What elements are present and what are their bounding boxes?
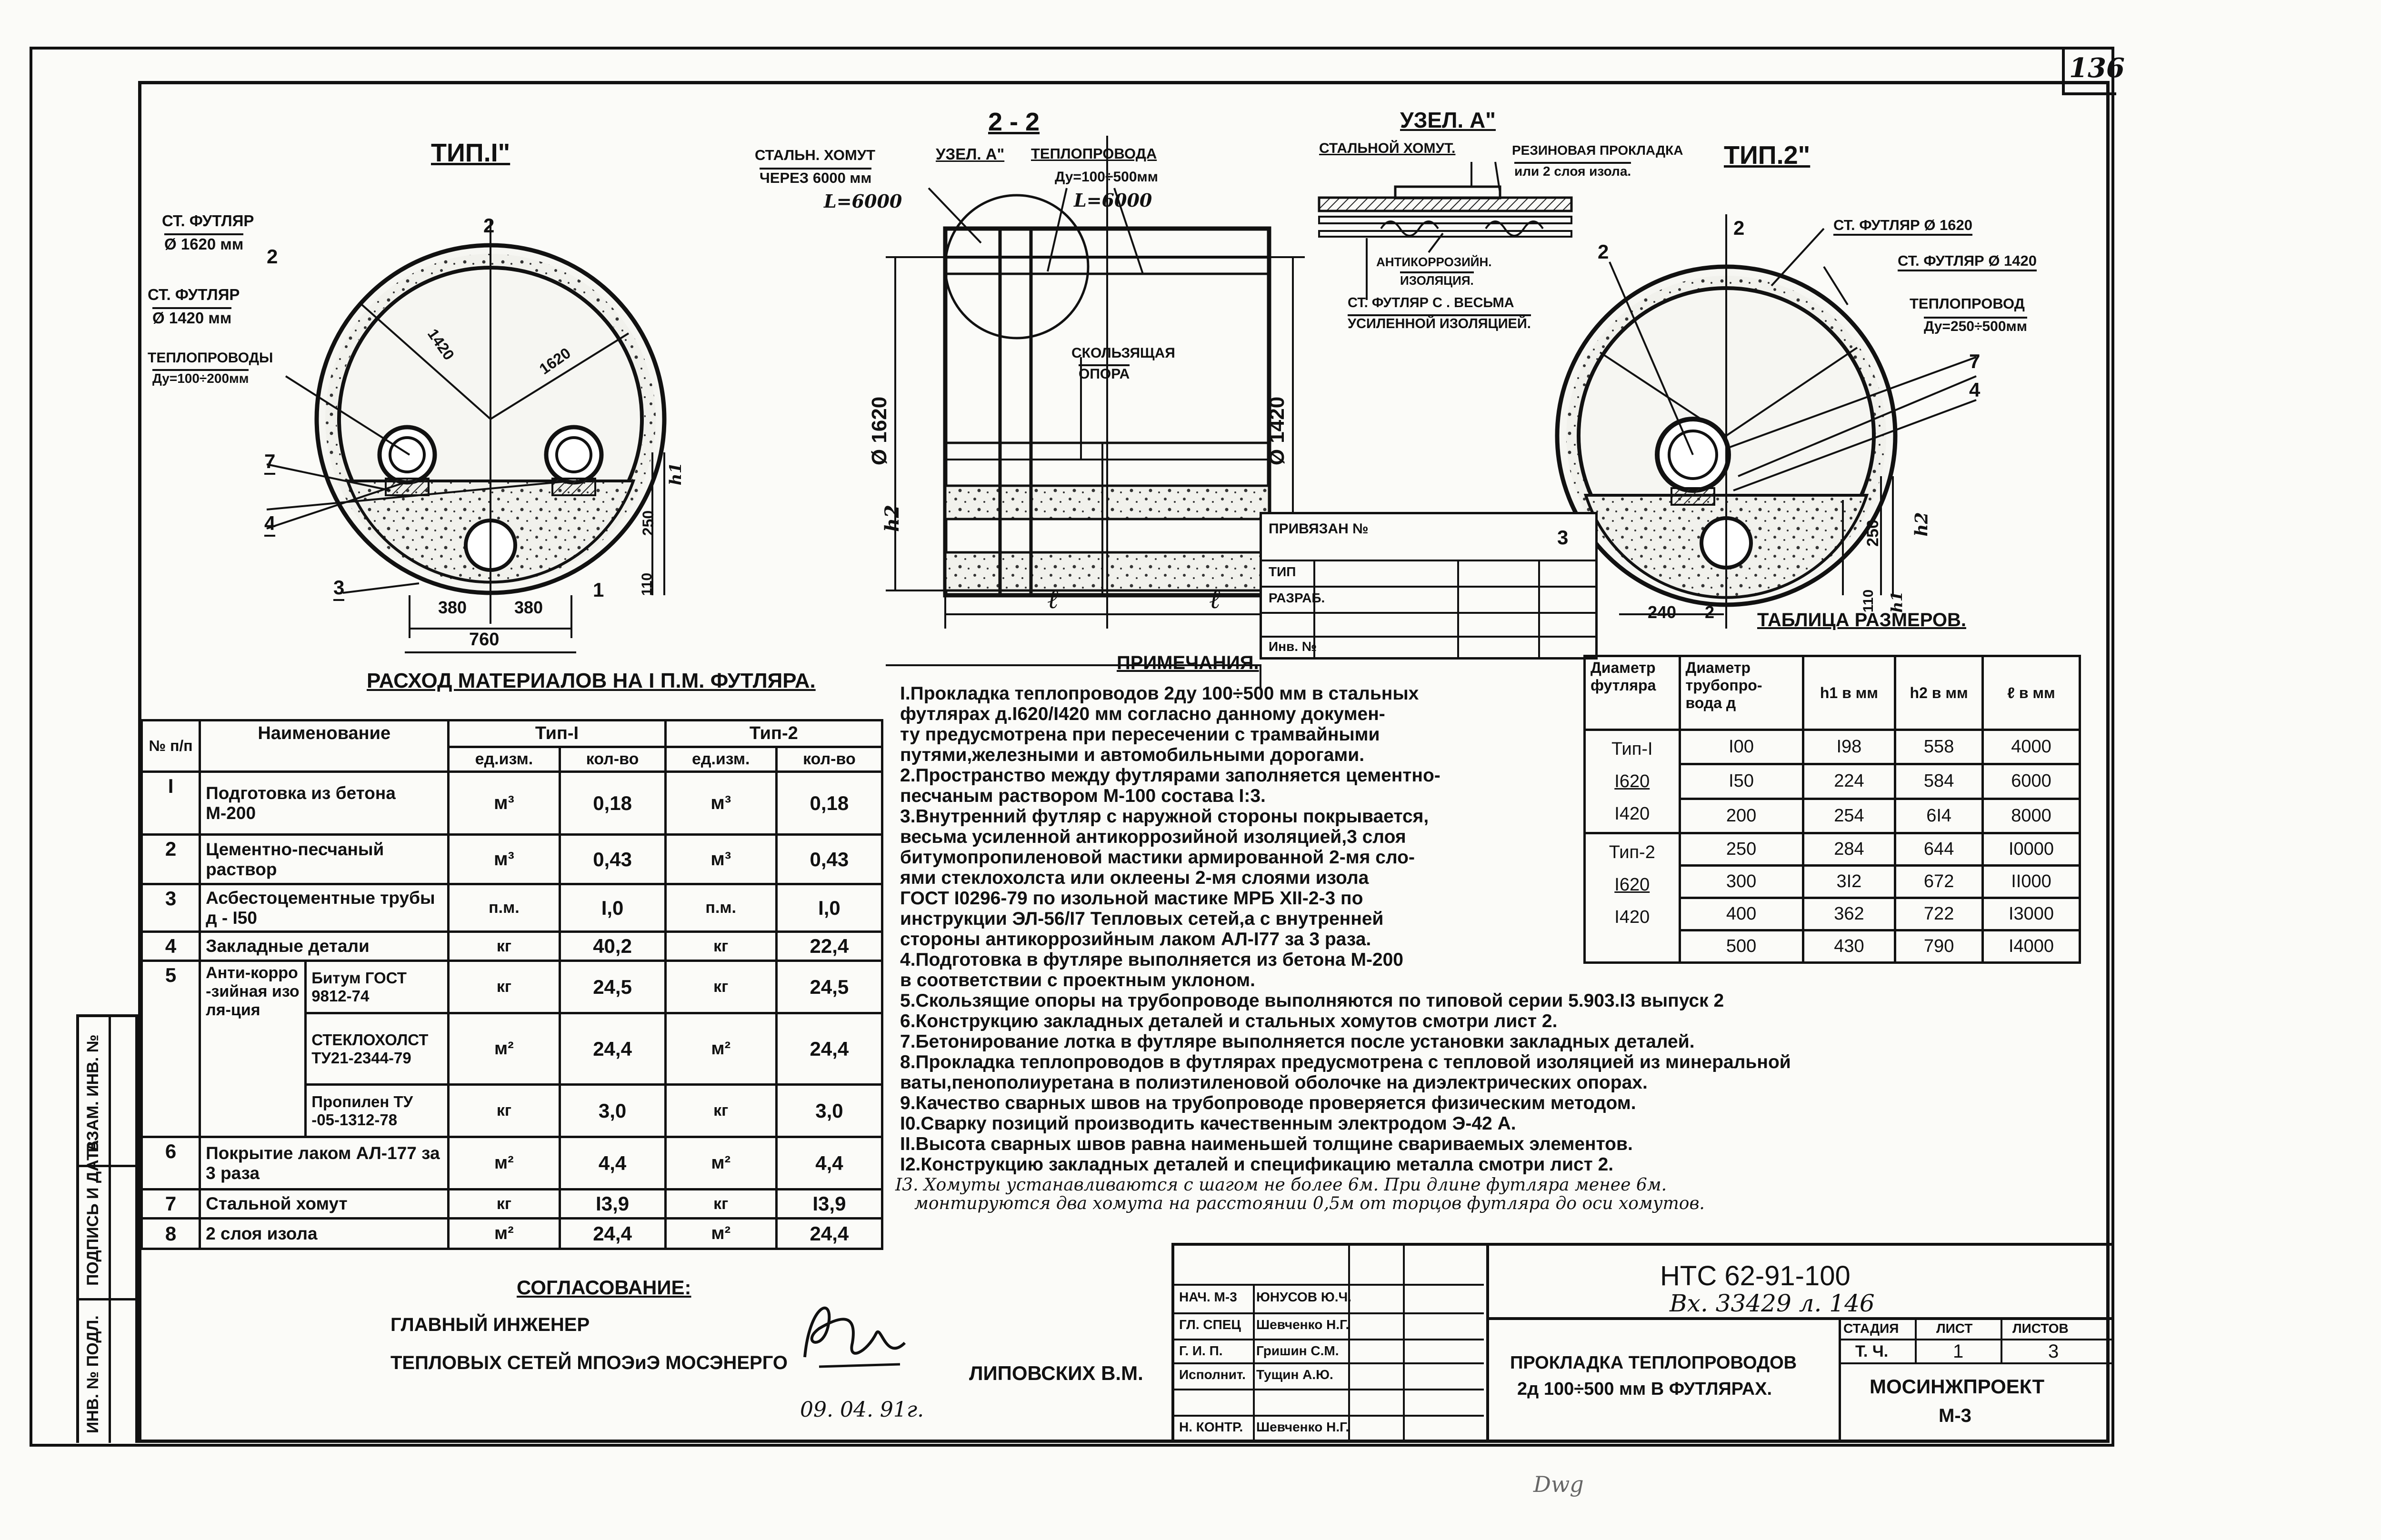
type2-dim-2: 2 [1705,602,1715,622]
tb-role-5: Н. КОНТР. [1179,1420,1243,1434]
tb-role-1: ГЛ. СПЕЦ [1179,1317,1241,1332]
table-row: Тип-2 I620 I420 250 284 644 I0000 [1585,833,2080,866]
materials-title: РАСХОД МАТЕРИАЛОВ НА I П.М. ФУТЛЯРА. [367,669,816,692]
section-label-clamp: СТАЛЬН. ХОМУТ [755,147,876,163]
type2-mark-2-top: 2 [1733,217,1745,239]
node-label-insulation: ИЗОЛЯЦИЯ. [1400,271,1474,288]
table-row: 300 3I2 672 II000 [1585,866,2080,898]
section-dim-1420: Ø 1420 [1265,396,1289,466]
table-row: 400 362 722 I3000 [1585,898,2080,930]
section-label-support2: ОПОРА [1079,364,1130,382]
mt-h-num: № п/п [142,720,200,772]
type1-dim-1420: 1420 [424,325,458,363]
side-strip-sign: ПОДПИСЬ И ДАТА [84,1140,102,1286]
materials-table [140,719,883,1250]
type1-dim-380-left: 380 [438,598,467,617]
table-row: 3 Асбестоцементные трубы д - I50 п.м. I,0 п.м. I,0 [142,884,882,932]
note-line: I.Прокладка теплопроводов 2ду 100÷500 мм в стальных [900,683,1419,704]
tb-org-code: М-3 [1939,1405,1971,1426]
tb-role-2: Г. И. П. [1179,1343,1223,1358]
tb-sheet-h: ЛИСТ [1936,1321,1973,1336]
section-dim-h2: h2 [880,505,903,532]
tb-stage-h: СТАДИЯ [1843,1321,1899,1336]
node-label-gasket: РЕЗИНОВАЯ ПРОКЛАДКА [1512,143,1683,158]
tb-code: НТС 62-91-100 [1660,1260,1851,1291]
tb-name-1: Шевченко Н.Г. [1256,1317,1350,1332]
section-label-node: УЗЕЛ. А" [936,145,1005,163]
type1-label-5: Ду=100÷200мм [152,369,249,386]
binding-stamp-mark: 3 [1557,526,1569,549]
node-title: УЗЕЛ. А" [1400,108,1496,132]
binding-stamp-linked: ПРИВЯЗАН № [1269,521,1369,537]
table-row: I Подготовка из бетона М-200 м³ 0,18 м³ 0,18 [142,772,882,835]
mt-h-unit2: ед.изм. [665,747,776,772]
approval-title: СОГЛАСОВАНИЕ: [517,1276,691,1299]
type1-label-4: ТЕПЛОПРОВОДЫ [148,350,273,366]
note-line: 6.Конструкцию закладных деталей и стальных хомутов смотри лист 2. [900,1011,1558,1031]
type1-dim-1620: 1620 [536,344,574,378]
table-row: Тип-I I620 I420 I00 I98 558 4000 [1585,730,2080,764]
tb-name-0: ЮНУСОВ Ю.Ч. [1256,1290,1351,1304]
table-row: 500 430 790 I4000 [1585,930,2080,963]
approval-name: ЛИПОВСКИХ В.М. [969,1362,1143,1384]
note-line: II.Высота сварных швов равна наименьшей толщине свариваемых элементов. [900,1134,1633,1154]
table-row: 5 Анти-корро-зийная изоля-ция Битум ГОСТ 9812-74 кг 24,5 кг 24,5 [142,961,882,1013]
type1-dim-110: 110 [639,572,655,596]
type2-dim-250: 250 [1863,520,1882,547]
type1-dim-h1: h1 [666,462,686,486]
approval-line1: ГЛАВНЫЙ ИНЖЕНЕР [390,1314,590,1335]
note-line: 5.Скользящие опоры на трубопроводе выполняются по типовой серии 5.903.I3 выпуск 2 [900,990,1724,1011]
type1-mark-2-left: 2 [267,245,278,268]
type1-dim-250: 250 [640,510,657,536]
mt-h-name: Наименование [200,720,449,772]
note-line: битумопропиленовой мастики армированной 2-мя сло- [900,847,1415,868]
node-label-anticorr: АНТИКОРРОЗИЙН. [1376,255,1492,269]
section-label-pipe: ТЕПЛОПРОВОДА [1031,145,1157,162]
table-row: 2 Цементно-песчаный раствор м³ 0,43 м³ 0,43 [142,835,882,884]
tb-name-5: Шевченко Н.Г. [1256,1420,1350,1434]
node-label-gasket2: или 2 слоя изола. [1514,162,1631,179]
tb-drawing-title-1: ПРОКЛАДКА ТЕПЛОПРОВОДОВ [1510,1353,1797,1373]
note-line: I0.Сварку позиций производить качественным электродом Э-42 А. [900,1113,1516,1134]
note-line: стороны антикоррозийным лаком АЛ-I77 за 3 раза. [900,929,1371,950]
table-row: 7 Стальной хомут кг I3,9 кг I3,9 [142,1190,882,1219]
note-line: 4.Подготовка в футляре выполняется из бетона М-200 [900,950,1403,970]
note-line: в соответствии с проектным уклоном. [900,970,1255,990]
type2-dim-240: 240 [1648,602,1677,622]
tb-org: МОСИНЖПРОЕКТ [1870,1375,2045,1398]
note-line: ту предусмотрена при пересечении с трамвайными [900,724,1380,745]
type2-label-2: ТЕПЛОПРОВОД [1910,295,2025,312]
table-row: Пропилен ТУ -05-1312-78 кг 3,0 кг 3,0 [142,1085,882,1137]
table-row: 6 Покрытие лаком АЛ-177 за 3 раза м² 4,4 м² 4,4 [142,1137,882,1190]
section-label-l1: L=6000 [824,190,902,212]
section-dim-l-right: ℓ [1210,583,1221,615]
type1-mark-4: 4 [264,512,275,537]
tb-sheet: 1 [1953,1341,1964,1362]
size-table-title: ТАБЛИЦА РАЗМЕРОВ. [1757,610,1966,630]
type1-mark-7: 7 [264,450,275,475]
type2-title: ТИП.2" [1724,141,1811,170]
type1-label-1: Ø 1620 мм [164,233,243,253]
section-dim-1620: Ø 1620 [868,396,891,466]
note-line: весьма усиленной антикоррозийной изоляцией,3 слоя [900,827,1406,847]
tb-drawing-title-2: 2д 100÷500 мм В ФУТЛЯРАХ. [1517,1379,1772,1399]
type2-label-1: СТ. ФУТЛЯР Ø 1420 [1898,252,2037,271]
node-label-clamp: СТАЛЬНОЙ ХОМУТ. [1319,140,1456,156]
approval-signature [790,1286,914,1381]
tb-role-0: НАЧ. М-3 [1179,1290,1237,1304]
mt-h-type2: Тип-2 [665,720,882,747]
note-handwritten: монтируются два хомута на расстоянии 0,5м от торцов футляра до оси хомутов. [914,1194,1705,1213]
mt-h-qty2: кол-во [776,747,882,772]
section-dim-l-left: ℓ [1048,583,1059,615]
type2-label-3: Ду=250÷500мм [1924,317,2027,335]
type1-dim-760: 760 [469,630,500,650]
table-row: СТЕКЛОХОЛСТ ТУ21-2344-79 м² 24,4 м² 24,4 [142,1013,882,1085]
section-label-step: ЧЕРЕЗ 6000 мм [760,168,871,187]
footer-mark: Dwg [1533,1471,1584,1497]
type1-mark-2-top: 2 [483,214,495,237]
approval-date: 09. 04. 91г. [800,1398,924,1422]
type1-label-0: СТ. ФУТЛЯР [162,212,254,230]
tb-sheets-h: ЛИСТОВ [2012,1321,2069,1336]
type1-label-2: СТ. ФУТЛЯР [148,286,240,303]
note-line: I2.Конструкцию закладных деталей и спецификацию металла смотри лист 2. [900,1154,1614,1175]
note-line: 8.Прокладка теплопроводов в футлярах предусмотрена с тепловой изоляцией из минеральной [900,1052,1791,1072]
side-strip-repl: ВЗАМ. ИНВ. № [84,1034,102,1152]
type1-mark-3: 3 [333,576,344,601]
note-handwritten: I3. Хомуты устанавливаются с шагом не более 6м. При длине футляра менее 6м. [895,1175,1667,1195]
notes-title: ПРИМЕЧАНИЯ. [1117,652,1259,673]
binding-stamp-dev: РАЗРАБ. [1269,590,1325,605]
type2-label-0: СТ. ФУТЛЯР Ø 1620 [1833,217,1972,236]
note-line: путями,железными и автомобильными дорогами. [900,745,1365,765]
table-row: 200 254 6I4 8000 [1585,799,2080,833]
note-line: 9.Качество сварных швов на трубопроводе проверяется физическим методом. [900,1093,1636,1113]
type2-mark-2-left: 2 [1598,240,1609,263]
type2-dim-h1: h1 [1887,591,1906,613]
title-block [1171,1243,2112,1443]
table-row: 4 Закладные детали кг 40,2 кг 22,4 [142,932,882,961]
section-label-l2: L=6000 [1074,190,1152,211]
tb-stage: Т. Ч. [1855,1342,1889,1360]
note-line: 7.Бетонирование лотка в футляре выполняется после установки закладных деталей. [900,1031,1695,1052]
type2-dim-h2: h2 [1911,512,1932,537]
type2-mark-4: 4 [1969,379,1981,401]
node-label-casing: СТ. ФУТЛЯР С . ВЕСЬМА [1348,295,1514,310]
section-label-du: Ду=100÷500мм [1055,169,1158,185]
note-line: 2.Пространство между футлярами заполняется цементно- [900,765,1441,786]
tb-name-2: Гришин С.М. [1256,1343,1339,1358]
type2-mark-7: 7 [1969,350,1981,372]
tb-registration: Вх. 33429 л. 146 [1670,1290,1875,1317]
type1-dim-380-right: 380 [514,598,543,617]
mt-h-unit1: ед.изм. [449,747,560,772]
side-strip-inv: ИНВ. № ПОДЛ. [84,1315,102,1433]
type1-title: ТИП.I" [431,139,510,167]
note-line: 3.Внутренний футляр с наружной стороны покрывается, [900,806,1429,827]
section-label-support1: СКОЛЬЗЯЩАЯ [1071,345,1175,361]
note-line: ями стеклохолста или оклеены 2-мя слоями изола [900,868,1369,888]
mt-h-qty1: кол-во [560,747,665,772]
type1-section [267,219,664,652]
note-line: песчаным раствором М-100 состава I:3. [900,786,1266,806]
tb-role-3: Исполнит. [1179,1367,1246,1382]
binding-stamp [1260,512,1598,660]
note-line: футлярах д.I620/I420 мм согласно данному докумен- [900,704,1385,724]
type2-section [1557,214,1976,629]
node-label-casing2: УСИЛЕННОЙ ИЗОЛЯЦИЕЙ. [1348,314,1531,332]
approval-line2: ТЕПЛОВЫХ СЕТЕЙ МПОЭиЭ МОСЭНЕРГО [390,1352,788,1373]
tb-name-3: Тущин А.Ю. [1256,1367,1333,1382]
type2-dim-110: 110 [1861,589,1877,613]
table-row: 8 2 слоя изола м² 24,4 м² 24,4 [142,1219,882,1249]
tb-sheets: 3 [2048,1341,2059,1362]
binding-stamp-type: ТИП [1269,564,1296,579]
sheet-number: 136 [2069,52,2125,84]
note-line: ГОСТ I0296-79 по изольной мастике МРБ XII-2-3 по [900,888,1363,909]
binding-stamp-inv: Инв. № [1269,639,1317,654]
type1-mark-1: 1 [593,579,604,601]
size-table: Диаметр футляра Диаметр трубопро-вода д h1 в мм h2 в мм ℓ в мм Тип-I I620 I420 I00 I98 558 4000 I50 224 584 6000 200 254 6I4 8000 Тип-2 I620 I420 250 284 644 I0000 300 3I2 672 II000 400 362 722 I3000 500 430 790 I4000 [1583,655,2081,964]
mt-h-type1: Тип-I [449,720,665,747]
note-line: инструкции ЭЛ-56/I7 Тепловых сетей,а с внутренней [900,909,1384,929]
note-line: ваты,пенополиуретана в полиэтиленовой оболочке на диэлектрических опорах. [900,1072,1648,1093]
section-title: 2 - 2 [988,108,1040,136]
type1-label-3: Ø 1420 мм [152,307,231,327]
table-row: I50 224 584 6000 [1585,764,2080,799]
